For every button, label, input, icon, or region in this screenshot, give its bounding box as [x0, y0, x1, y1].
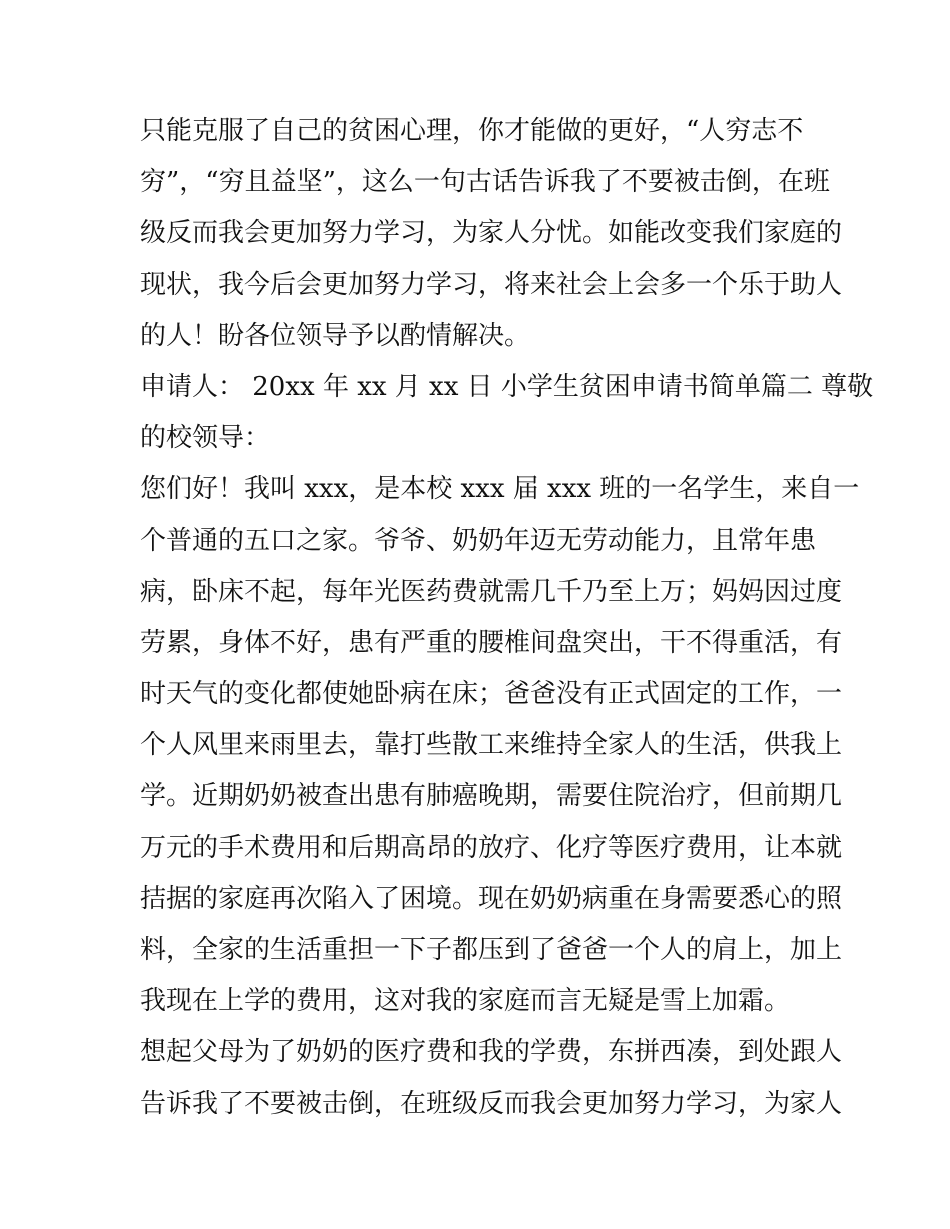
text-line: 只能克服了自己的贫困心理，你才能做的更好，“人穷志不: [140, 116, 804, 146]
text-line: 拮据的家庭再次陷入了困境。现在奶奶病重在身需要悉心的照: [140, 883, 843, 914]
text-line: 申请人： 20xx 年 xx 月 xx 日 小学生贫困申请书简单篇二 尊敬: [140, 371, 874, 402]
text-line: 时天气的变化都使她卧病在床；爸爸没有正式固定的工作，一: [140, 679, 843, 710]
text-line: 学。近期奶奶被查出患有肺癌晚期，需要住院治疗，但前期几: [140, 781, 843, 812]
text-line: 告诉我了不要被击倒，在班级反而我会更加努力学习，为家人: [140, 1088, 843, 1119]
text-line: 个人风里来雨里去，靠打些散工来维持全家人的生活，供我上: [140, 730, 843, 761]
text-line: 穷”，“穷且益坚”，这么一句古话告诉我了不要被击倒，在班: [140, 167, 830, 198]
text-line: 我现在上学的费用，这对我的家庭而言无疑是雪上加霜。: [140, 986, 791, 1017]
text-line: 劳累，身体不好，患有严重的腰椎间盘突出，干不得重活，有: [140, 627, 843, 658]
text-line: 料，全家的生活重担一下子都压到了爸爸一个人的肩上，加上: [140, 935, 843, 965]
text-line: 想起父母为了奶奶的医疗费和我的学费，东拼西凑，到处跟人: [140, 1037, 843, 1068]
text-line: 您们好！我叫 xxx，是本校 xxx 届 xxx 班的一名学生，来自一: [140, 474, 860, 505]
text-line: 级反而我会更加努力学习，为家人分忧。如能改变我们家庭的: [140, 218, 843, 249]
text-line: 的人！盼各位领导予以酌情解决。: [140, 320, 531, 351]
text-line: 病，卧床不起，每年光医药费就需几千乃至上万；妈妈因过度: [140, 576, 843, 607]
text-line: 个普通的五口之家。爷爷、奶奶年迈无劳动能力，且常年患: [140, 525, 817, 556]
document-body: [140, 106, 874, 1130]
text-line: 现状，我今后会更加努力学习，将来社会上会多一个乐于助人: [140, 269, 843, 300]
text-line: 万元的手术费用和后期高昂的放疗、化疗等医疗费用，让本就: [140, 832, 843, 863]
text-line: 的校领导：: [140, 423, 271, 454]
